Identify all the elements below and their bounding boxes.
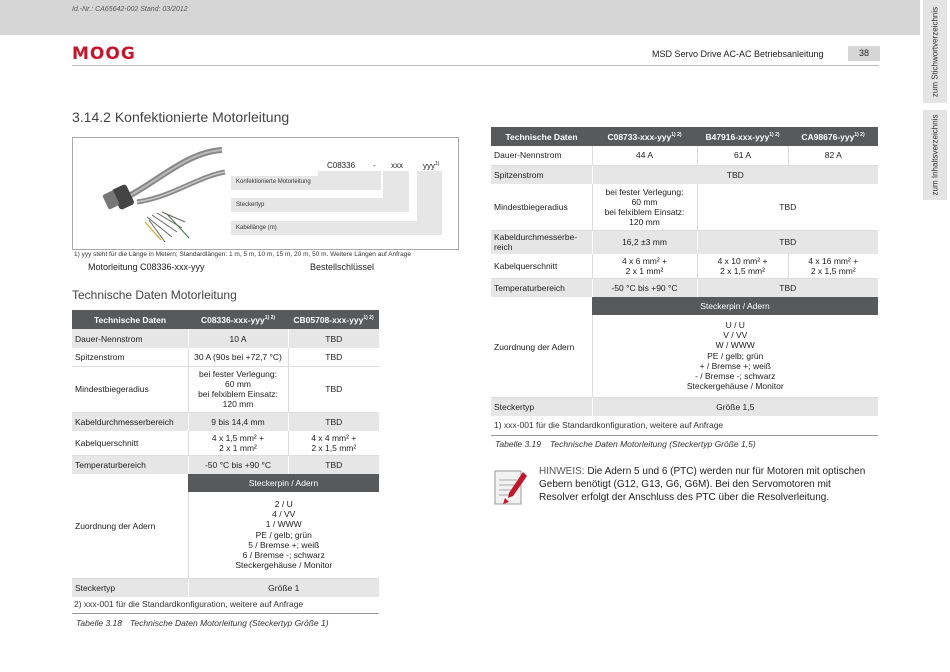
cell-line: 1 / WWW [265, 519, 302, 530]
row-label: Zuordnung der Adern [491, 297, 592, 397]
doc-id: Id.-Nr.: CA65642-002 Stand: 03/2012 [72, 6, 188, 13]
row-label: Dauer-Nennstrom [72, 329, 188, 348]
cell [188, 366, 288, 412]
hint-text [539, 465, 869, 504]
row-label: Temperaturbereich [72, 455, 188, 474]
table1-caption-line [72, 613, 379, 614]
cell: TBD [288, 412, 379, 431]
table-row [72, 474, 379, 492]
cell-line: 4 x 1,5 mm² + [211, 432, 265, 443]
cell-line: Steckergehäuse / Monitor [686, 381, 784, 392]
table-row [72, 366, 379, 412]
row-label: Steckertyp [491, 397, 592, 416]
table-row [491, 278, 878, 297]
cell-line: + / Bremse +; weiß [699, 360, 771, 371]
table-row [491, 397, 878, 416]
cell [592, 315, 878, 397]
cell-line: 2 x 1 mm² [219, 442, 257, 453]
row-label: Spitzenstrom [72, 348, 188, 366]
cell: TBD [288, 455, 379, 474]
cell: Größe 1,5 [592, 397, 878, 416]
cell-line: 60 mm [225, 379, 251, 389]
table-row [491, 254, 878, 278]
th-c08733-sup: 1) 2) [671, 131, 682, 138]
row-label: Kabeldurchmesserbereich [72, 412, 188, 431]
table-header-row [491, 127, 878, 146]
th-cb05708 [288, 310, 379, 329]
row-label: Kabelquerschnitt [72, 431, 188, 455]
order-bar-3 [417, 171, 442, 221]
table-row [72, 578, 379, 597]
steckerpin-subheader: Steckerpin / Adern [592, 297, 878, 315]
note-icon [493, 468, 529, 508]
table-3-19 [491, 127, 878, 416]
cell-line: 2 / U [274, 498, 293, 509]
cable-image [77, 142, 227, 246]
cell [288, 431, 379, 455]
th-cb05708-sup: 1) 2) [363, 314, 374, 321]
cell: TBD [288, 348, 379, 366]
th-technische-daten: Technische Daten [491, 127, 592, 146]
th-c08336 [188, 310, 288, 329]
cell-line: 4 x 4 mm² + [311, 432, 357, 443]
th-b47916-text: B47916-xxx-yyy [705, 131, 770, 142]
cell-line: 2 x 1 mm² [625, 265, 664, 276]
cell-line: 4 x 16 mm² + [808, 255, 859, 266]
table2-caption-num: Tabelle 3.19 [495, 439, 542, 449]
section-title: 3.14.2 Konfektionierte Motorleitung [72, 109, 290, 125]
cell: 10 A [188, 329, 288, 348]
header-divider [72, 65, 879, 66]
side-tab-contents-label[interactable]: zum Inhaltsverzeichnis [930, 114, 940, 196]
table-row [72, 455, 379, 474]
th-c08336-text: C08336-xxx-yyy [200, 314, 265, 325]
cell: TBD [697, 184, 878, 230]
order-code-yyy-text: yyy [423, 161, 435, 171]
row-label: Spitzenstrom [491, 165, 592, 184]
table2-footnote: 1) xxx-001 für die Standardkonfiguration, weitere auf Anfrage [494, 420, 724, 430]
table2-caption-text: Technische Daten Motorleitung (Steckertyp Größe 1,5) [550, 439, 756, 449]
header-title: MSD Servo Drive AC-AC Betriebsanleitung [652, 49, 824, 59]
table1-caption-num: Tabelle 3.18 [76, 618, 123, 628]
label-steckertyp: Steckertyp [236, 202, 265, 208]
cable-figure [72, 137, 459, 250]
th-technische-daten: Technische Daten [72, 310, 188, 329]
cell-line: - / Bremse -; schwarz [695, 371, 776, 382]
figure-caption-right: Bestellschlüssel [310, 262, 375, 272]
row-label: Zuordnung der Adern [72, 474, 188, 578]
table-row [72, 348, 379, 366]
table-row [72, 329, 379, 348]
cell-line: 4 / VV [272, 509, 296, 519]
cell-line: bei felxiblem Einsatz: [604, 206, 685, 217]
cell [697, 254, 788, 278]
table-row [491, 184, 878, 230]
row-label [491, 230, 592, 254]
cell-line: U / U [725, 319, 745, 330]
th-c08336-sup: 1) 2) [264, 314, 276, 321]
cell [188, 431, 288, 455]
row-label: Mindestbiegeradius [491, 184, 592, 230]
cell-line: bei felxiblem Einsatz: [198, 389, 278, 399]
cell: TBD [697, 230, 878, 254]
cell: -50 °C bis +90 °C [188, 455, 288, 474]
cell-line: bei fester Verlegung: [605, 186, 684, 197]
cell-line: 2 x 1,5 mm² [311, 442, 357, 453]
cell: TBD [288, 366, 379, 412]
table-row [72, 431, 379, 455]
order-bar-2 [383, 171, 409, 198]
cell-line: W / WWW [715, 340, 755, 351]
cell: 30 A (90s bei +72,7 °C) [188, 348, 288, 366]
cell-line: V / VV [723, 330, 748, 340]
row-label: Dauer-Nennstrom [491, 146, 592, 165]
side-tab-keyword-index[interactable] [923, 0, 947, 103]
th-b47916 [697, 127, 788, 146]
table-row [491, 146, 878, 165]
cell-line: 6 / Bremse -; schwarz [242, 550, 325, 561]
cell: 16,2 ±3 mm [592, 230, 697, 254]
cell: 82 A [788, 146, 878, 165]
table1-footnote: 2) xxx-001 für die Standardkonfiguration, weitere auf Anfrage [74, 599, 304, 609]
order-code-yyy-sup: 1) [435, 161, 440, 167]
row-label: Steckertyp [72, 578, 188, 597]
order-code-dash: - [373, 161, 376, 170]
th-ca98676-text: CA98676-yyy [801, 131, 855, 142]
moog-logo: MOOG [72, 44, 136, 64]
row-label: Temperaturbereich [491, 278, 592, 297]
cell-line: 60 mm [631, 196, 658, 207]
cell [592, 184, 697, 230]
cell: TBD [288, 329, 379, 348]
figure-footnote: 1) yyy steht für die Länge in Metern; Standardlängen: 1 m, 5 m, 10 m, 15 m, 20 m, 50 m. Weitere Längen auf Anfrage [74, 251, 411, 258]
th-ca98676 [788, 127, 878, 146]
table-row [491, 297, 878, 315]
row-label: Kabelquerschnitt [491, 254, 592, 278]
cell-line: Steckergehäuse / Monitor [235, 560, 333, 571]
row-label: Mindestbiegeradius [72, 366, 188, 412]
cell-line: Kabeldurchmesserbe- [494, 232, 578, 243]
cell-line: 120 mm [222, 399, 254, 409]
th-ca98676-sup: 1) 2) [854, 131, 865, 138]
cell-line: 4 x 10 mm² + [717, 255, 768, 266]
cell-line: reich [494, 242, 513, 253]
table-row [491, 230, 878, 254]
order-code-xxx: xxx [391, 161, 403, 170]
cell-line: 2 x 1,5 mm² [720, 265, 765, 276]
cell: 9 bis 14,4 mm [188, 412, 288, 431]
cell-line: 4 x 6 mm² + [621, 255, 668, 266]
table1-caption-text: Technische Daten Motorleitung (Steckertyp Größe 1) [130, 618, 329, 628]
table2-caption-line [491, 435, 878, 436]
th-c08733 [592, 127, 697, 146]
cell-line: 5 / Bremse +; weiß [248, 539, 320, 550]
sub-title: Technische Daten Motorleitung [72, 288, 237, 302]
cell: 44 A [592, 146, 697, 165]
table-row [491, 165, 878, 184]
table-row [72, 412, 379, 431]
cell-line: PE / gelb; grün [255, 529, 312, 540]
label-kabellaenge: Kabellänge (m) [236, 225, 277, 231]
page-number: 38 [848, 46, 880, 61]
cell-line: PE / gelb; grün [707, 350, 764, 361]
cell [188, 492, 379, 578]
table-3-18 [72, 310, 379, 597]
steckerpin-subheader: Steckerpin / Adern [188, 474, 379, 492]
cell: 61 A [697, 146, 788, 165]
th-cb05708-text: CB05708-xxx-yyy [293, 314, 364, 325]
top-bar [0, 0, 920, 35]
cell [788, 254, 878, 278]
hint-body: Die Adern 5 und 6 (PTC) werden nur für Motoren mit optischen Gebern benötigt (G12, G13, G6, G6M). Bei den Servomotoren mit Resolver erfolgt der Anschluss des PTC über die Resolverleitung. [539, 466, 866, 503]
side-tabs [920, 0, 950, 672]
figure-caption-left: Motorleitung C08336-xxx-yyy [88, 262, 205, 272]
cell: TBD [592, 165, 878, 184]
order-code-base: C08336 [327, 161, 356, 170]
th-b47916-sup: 1) 2) [769, 131, 780, 138]
cell-line: 2 x 1,5 mm² [810, 265, 856, 276]
side-tab-keyword-index-label[interactable]: zum Stichwortverzeichnis [930, 6, 940, 97]
order-code-yyy [423, 161, 439, 171]
cell: -50 °C bis +90 °C [592, 278, 697, 297]
side-tab-contents[interactable] [923, 110, 947, 200]
cell: Größe 1 [188, 578, 379, 597]
cell: TBD [697, 278, 878, 297]
hint-keyword: HINWEIS: [539, 466, 585, 477]
cell [592, 254, 697, 278]
th-c08733-text: C08733-xxx-yyy [607, 131, 672, 142]
cell-line: 120 mm [629, 216, 660, 227]
label-konfektioniert: Konfektionierte Motorleitung [236, 179, 311, 185]
cell-line: bei fester Verlegung: [199, 369, 277, 379]
table-header-row [72, 310, 379, 329]
